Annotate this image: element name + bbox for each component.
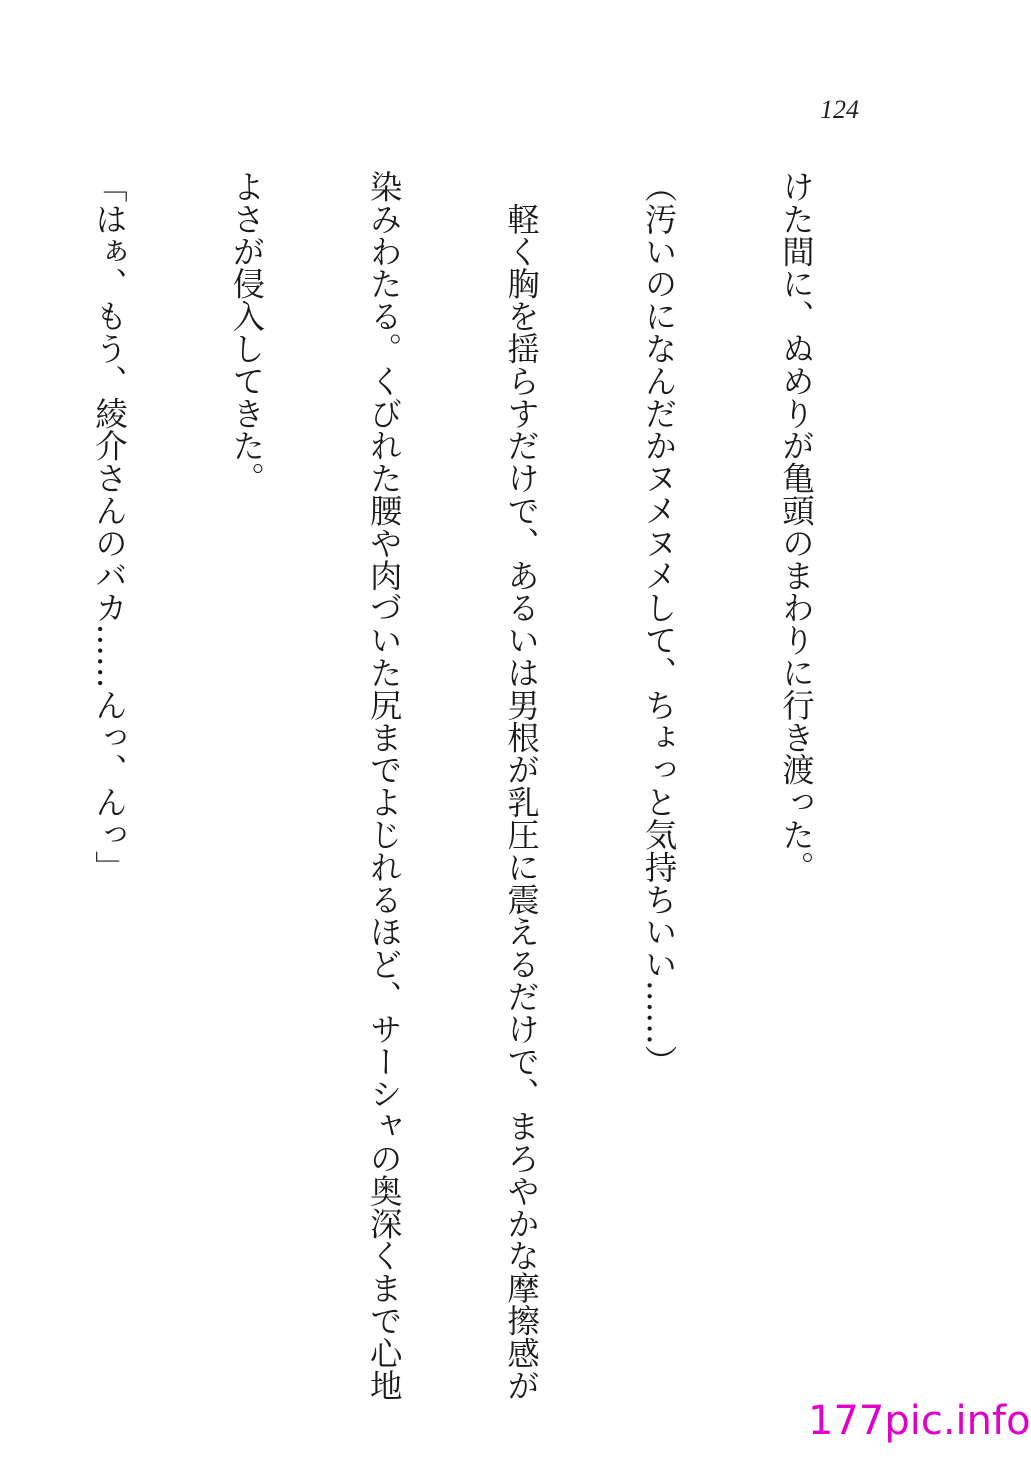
text-line: よさが侵入してきた。: [227, 170, 266, 494]
text-line: 染みわたる。くびれた腰や肉づいた尻までよじれるほど、サーシャの奥深くまで心地: [365, 170, 404, 1402]
text-line: けた間に、ぬめりが亀頭のまわりに行き渡った。: [777, 170, 816, 883]
text-line: 「はぁ、もう、綾介さんのバカ……んっ、んっ」: [90, 170, 129, 883]
text-line: （汚いのになんだかヌメヌメして、ちょっと気持ちいい……）: [640, 170, 679, 1078]
text-line: 軽く胸を揺らすだけで、あるいは男根が乳圧に震えるだけで、まろやかな摩擦感が: [502, 170, 541, 1402]
page-number: 124: [820, 95, 859, 124]
body-text: [90, 170, 910, 1402]
watermark-link[interactable]: 177pic.info: [808, 1398, 1031, 1444]
